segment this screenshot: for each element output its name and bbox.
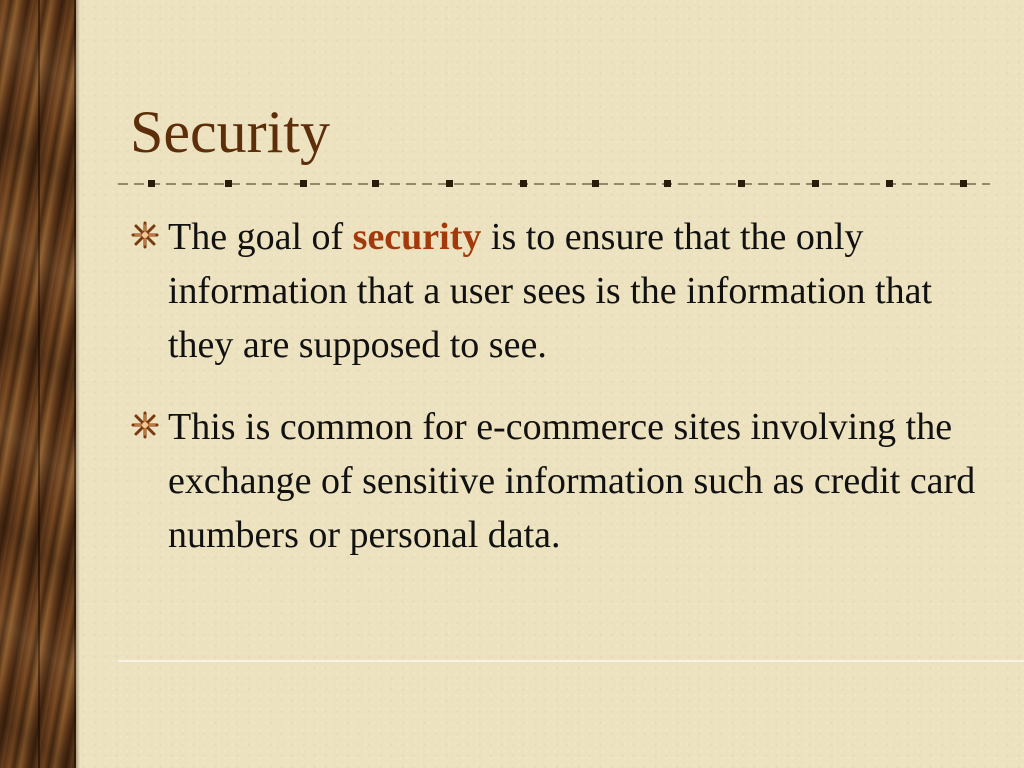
bottom-divider — [118, 660, 1024, 662]
bullet-item — [130, 210, 980, 372]
bullet-text-start: The goal of — [168, 216, 353, 258]
star-burst-icon — [130, 410, 160, 440]
title-divider — [118, 177, 990, 191]
bullet-list — [130, 210, 980, 590]
wood-edge-shadow — [76, 0, 80, 768]
emphasis-text: security — [352, 216, 482, 258]
star-burst-icon — [130, 220, 160, 250]
slide-title: Security — [130, 99, 330, 165]
bullet-text-end: is to ensure that the only information that a user sees is the information that they are supposed to see. — [168, 216, 933, 366]
wood-groove — [38, 0, 40, 768]
bullet-text: This is common for e-commerce sites involving the exchange of sensitive information such as credit card numbers or personal data. — [168, 406, 976, 556]
bullet-item — [130, 400, 980, 562]
wood-panel — [0, 0, 76, 768]
